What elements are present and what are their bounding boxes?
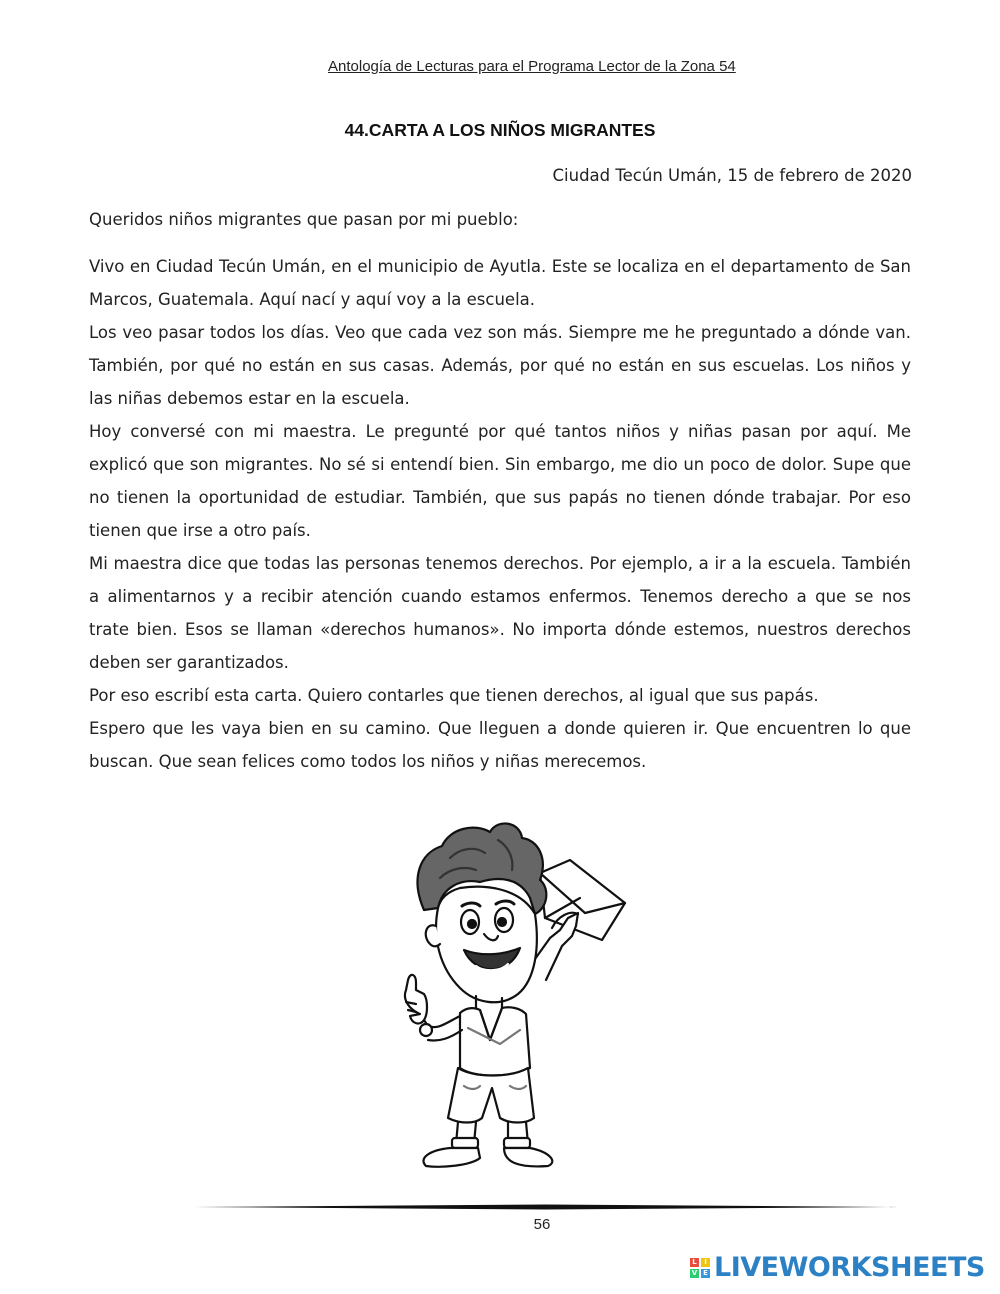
letter-body bbox=[89, 250, 911, 778]
paragraph: Hoy conversé con mi maestra. Le pregunté por qué tantos niños y niñas pasan por aquí. Me explicó que son migrantes. No sé si entendí bien. Sin embargo, me dio un poco de dolor. Supe que no tienen la oportunidad de estudiar. También, que sus papás no tienen dónde trabajar. Por eso tienen que irse a otro país. bbox=[89, 422, 911, 540]
page-number: 56 bbox=[533, 1216, 551, 1233]
paragraph: Los veo pasar todos los días. Veo que cada vez son más. Siempre me he preguntado a dónde van. También, por qué no están en sus casas. Además, por qué no están en sus escuelas. Los niños y las niñas debemos estar en la escuela. bbox=[89, 323, 911, 408]
liveworksheets-logo bbox=[690, 1252, 985, 1283]
paragraph: Espero que les vaya bien en su camino. Que lleguen a donde quieren ir. Que encuentren lo que buscan. Que sean felices como todos los niños y niñas merecemos. bbox=[89, 719, 911, 771]
running-header: Antología de Lecturas para el Programa Lector de la Zona 54 bbox=[328, 58, 736, 75]
letter-date: Ciudad Tecún Umán, 15 de febrero de 2020 bbox=[552, 166, 912, 185]
letter-greeting: Queridos niños migrantes que pasan por mi pueblo: bbox=[89, 210, 519, 229]
paragraph: Por eso escribí esta carta. Quiero contarles que tienen derechos, al igual que sus papás. bbox=[89, 686, 819, 705]
liveworksheets-logo-icon: L I V E bbox=[690, 1258, 710, 1278]
paragraph: Vivo en Ciudad Tecún Umán, en el municipio de Ayutla. Este se localiza en el departamento de San Marcos, Guatemala. Aquí nací y aquí voy a la escuela. bbox=[89, 257, 911, 309]
footer-divider bbox=[194, 1204, 898, 1210]
liveworksheets-wordmark: LIVEWORKSHEETS bbox=[714, 1252, 985, 1283]
paragraph: Mi maestra dice que todas las personas tenemos derechos. Por ejemplo, a ir a la escuela. También a alimentarnos y a recibir atención cuando estamos enfermos. Tenemos derecho a que se nos trate bien. Esos se llaman «derechos humanos». No importa dónde estemos, nuestros derechos deben ser garantizados. bbox=[89, 554, 911, 672]
page-title: 44.CARTA A LOS NIÑOS MIGRANTES bbox=[344, 120, 656, 140]
boy-holding-letter-icon bbox=[380, 818, 630, 1168]
